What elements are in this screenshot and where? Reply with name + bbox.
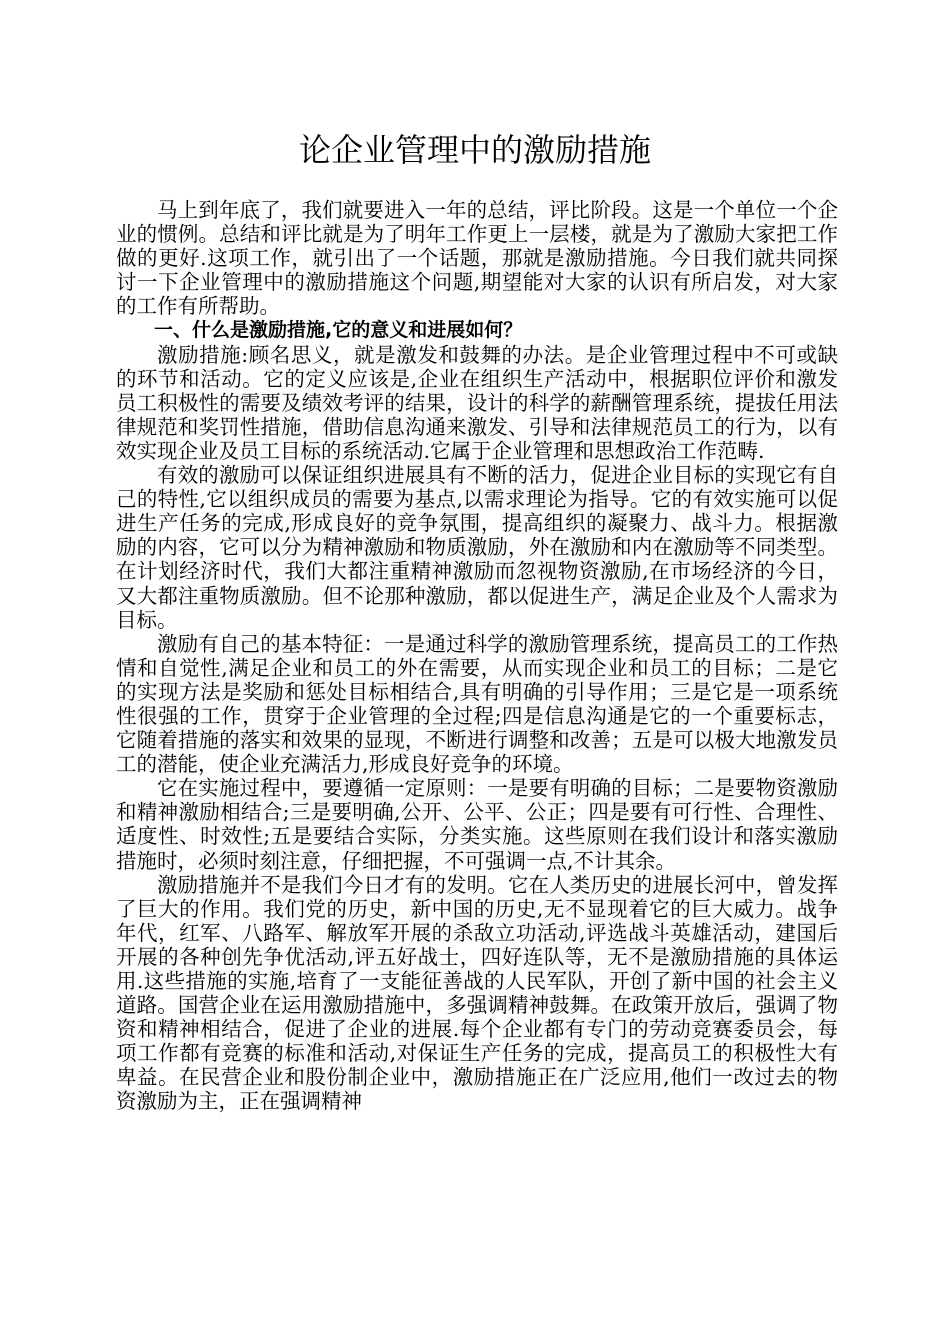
document-title: 论企业管理中的激励措施 xyxy=(298,131,651,169)
paragraph-effects: 有效的激励可以保证组织进展具有不断的活力，促进企业目标的实现它有自己的特性,它以组织成员的需要为基点,以需求理论为指导。它的有效实施可以促进生产任务的完成,形成良好的竞争氛围，提高组织的凝聚力、战斗力。根据激励的内容，它可以分为精神激励和物质激励，外在激励和内在激励等不同类型。在计划经济时代，我们大都注重精神激励而忽视物资激励,在市场经济的今日，又大都注重物质激励。但不论那种激励，都以促进生产，满足企业及个人需求为目标。 xyxy=(116,463,838,632)
paragraph-history: 激励措施并不是我们今日才有的发明。它在人类历史的进展长河中，曾发挥了巨大的作用。我们党的历史，新中国的历史,无不显现着它的巨大威力。战争年代，红军、八路军、解放军开展的杀敌立功活动,评选战斗英雄活动，建国后开展的各种创先争优活动,评五好战士，四好连队等，无不是激励措施的具体运用.这些措施的实施,培育了一支能征善战的人民军队，开创了新中国的社会主义道路。国营企业在运用激励措施中，多强调精神鼓舞。在政策开放后，强调了物资和精神相结合，促进了企业的进展.每个企业都有专门的劳动竞赛委员会，每项工作都有竞赛的标准和活动,对保证生产任务的完成，提高员工的积极性大有卑益。在民营企业和股份制企业中，激励措施正在广泛应用,他们一改过去的物资激励为主，正在强调精神 xyxy=(116,872,838,1114)
section-heading: 一、什么是激励措施,它的意义和进展如何？ xyxy=(154,319,523,342)
paragraph-intro: 马上到年底了，我们就要进入一年的总结，评比阶段。这是一个单位一个企业的惯例。总结和评比就是为了明年工作更上一层楼，就是为了激励大家把工作做的更好.这项工作，就引出了一个话题，那就是激励措施。今日我们就共同探讨一下企业管理中的激励措施这个问题,期望能对大家的认识有所启发，对大家的工作有所帮助。 xyxy=(116,198,838,319)
paragraph-definition: 激励措施:顾名思义，就是激发和鼓舞的办法。是企业管理过程中不可或缺的环节和活动。它的定义应该是,企业在组织生产活动中，根据职位评价和激发员工积极性的需要及绩效考评的结果，设计的科学的薪酬管理系统，提拔任用法律规范和奖罚性措施，借助信息沟通来激发、引导和法律规范员工的行为，以有效实现企业及员工目标的系统活动.它属于企业管理和思想政治工作范畴. xyxy=(116,342,838,463)
document-body xyxy=(116,198,838,1114)
paragraph-principles: 它在实施过程中，要遵循一定原则：一是要有明确的目标；二是要物资激励和精神激励相结合;三是要明确,公开、公平、公正；四是要有可行性、合理性、适度性、时效性;五是要结合实际，分类实施。这些原则在我们设计和落实激励措施时，必须时刻注意，仔细把握，不可强调一点,不计其余。 xyxy=(116,776,838,873)
paragraph-features: 激励有自己的基本特征：一是通过科学的激励管理系统，提高员工的工作热情和自觉性,满足企业和员工的外在需要，从而实现企业和员工的目标；二是它的实现方法是奖励和惩处目标相结合,具有明确的引导作用；三是它是一项系统性很强的工作，贯穿于企业管理的全过程;四是信息沟通是它的一个重要标志，它随着措施的落实和效果的显现，不断进行调整和改善；五是可以极大地激发员工的潜能，使企业充满活力,形成良好竞争的环境。 xyxy=(116,631,838,777)
